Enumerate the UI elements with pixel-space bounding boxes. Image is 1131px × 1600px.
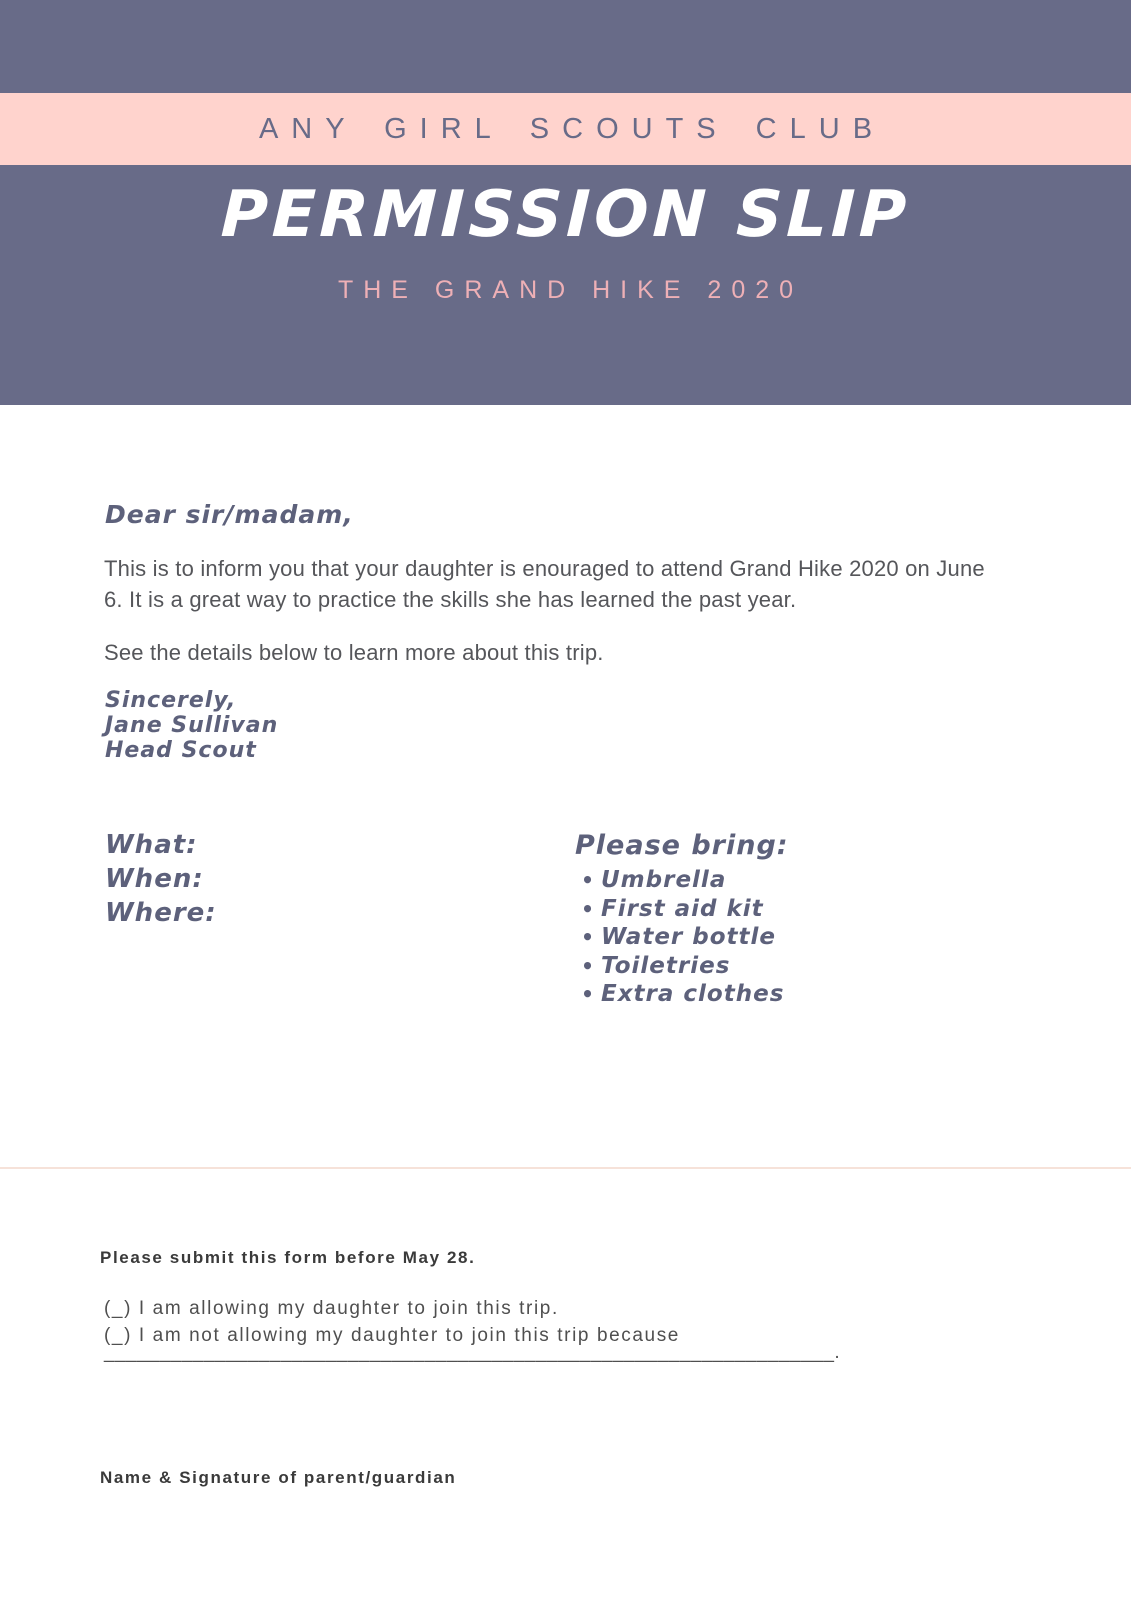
list-item (575, 866, 784, 895)
club-name: ANY GIRL SCOUTS CLUB (258, 112, 886, 145)
list-item (575, 952, 784, 981)
bullet-icon: • (581, 925, 595, 949)
when-label: When: (105, 864, 204, 894)
option-disallow: (_) I am not allowing my daughter to join this trip because (104, 1325, 680, 1346)
bring-heading: Please bring: (575, 830, 789, 861)
bullet-icon: • (581, 868, 595, 892)
letter-closing: Sincerely, (105, 688, 237, 713)
option-allow: (_) I am allowing my daughter to join this trip. (104, 1298, 559, 1319)
bullet-icon: • (581, 896, 595, 921)
where-label: Where: (105, 898, 217, 928)
page-title: PERMISSION SLIP (219, 178, 912, 252)
bring-item-label: Water bottle (601, 924, 777, 950)
signer-name: Jane Sullivan (105, 713, 279, 738)
reason-blank-line: __________________________________________________________________. (104, 1342, 841, 1363)
page-subtitle: THE GRAND HIKE 2020 (337, 276, 804, 304)
letter-closing-block (105, 688, 278, 763)
list-item (575, 923, 784, 952)
bring-item-label: Toiletries (601, 952, 731, 979)
signature-label: Name & Signature of parent/guardian (100, 1468, 457, 1487)
deadline-note: Please submit this form before May 28. (100, 1248, 476, 1267)
letter-salutation: Dear sir/madam, (105, 500, 354, 529)
list-item (575, 895, 784, 924)
section-divider (0, 1167, 1131, 1169)
letter-paragraph-1: This is to inform you that your daughter is enouraged to attend Grand Hike 2020 on June 6. It is a great way to practice the skills she has learned the past year. (104, 556, 985, 612)
bullet-icon: • (581, 982, 595, 1006)
what-label: What: (105, 830, 198, 860)
bring-item-label: First aid kit (601, 895, 764, 922)
permission-options (104, 1295, 680, 1349)
bullet-icon: • (581, 953, 595, 978)
bring-item-label: Extra clothes (601, 981, 785, 1007)
header-band (0, 0, 1131, 405)
club-name-stripe (0, 93, 1131, 165)
signer-title: Head Scout (105, 738, 257, 763)
bring-list (575, 866, 784, 1009)
trip-detail-labels (105, 828, 217, 930)
bring-item-label: Umbrella (601, 867, 727, 893)
list-item (575, 980, 784, 1009)
letter-paragraph-2: See the details below to learn more about this trip. (104, 640, 604, 665)
